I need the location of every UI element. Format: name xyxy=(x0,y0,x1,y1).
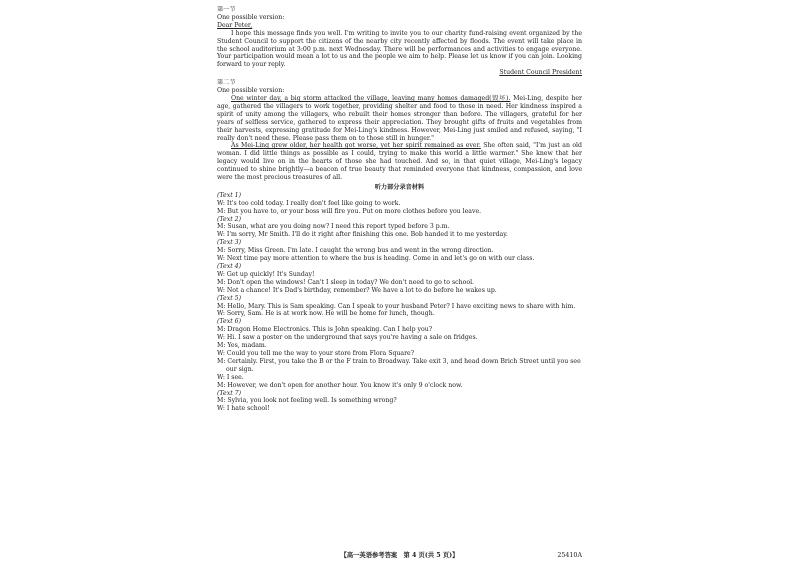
transcript-line: W: I hate school! xyxy=(217,405,270,413)
letter-greeting: Dear Peter, xyxy=(217,21,253,29)
transcript-line: M: Certainly. First, you take the B or the F train to Broadway. Take exit 3, and head down Brich Street until you see our sign. xyxy=(217,357,581,373)
transcript-line: W: Get up quickly! It's Sunday! xyxy=(217,270,315,278)
transcript-text-label: (Text 6) xyxy=(217,318,242,326)
transcript-line: M: Hello, Mary. This is Sam speaking. Can I speak to your husband Peter? I have exciting news to share with him. xyxy=(217,302,576,310)
section2-heading: 第二节 xyxy=(217,79,236,87)
story-p2-opening: As Mei-Ling grew older, her health got worse, yet her spirit remained as ever. xyxy=(231,142,481,150)
story-p2-body: She often said, "I'm just an old woman. I did little things as possible as I could, trying to make this world a little warmer." She knew that her legacy would live on in the hearts of those she had touched. And so, in that quiet village, Mei-Ling's legacy continued to shine brightly—a beacon of true beauty that reminded everyone that kindness, compassion, and love were the most precious treasures of all. xyxy=(217,142,582,182)
transcript-line: W: Sorry, Sam. He is at work now. He will be home for lunch, though. xyxy=(217,310,435,318)
transcript-line: W: Next time pay more attention to where the bus is heading. Come in and let's go on with our class. xyxy=(217,255,535,263)
transcript-line: W: I'm sorry, Mr Smith. I'll do it right after finishing this one. Bob handed it to me yesterday. xyxy=(217,231,508,239)
letter-paragraph: I hope this message finds you well. I'm writing to invite you to our charity fund-raising event organized by the Student Council to support the citizens of the nearby city recently affected by floods. The event will take place in the school auditorium at 3:00 p.m. next Wednesday. There will be performances and activities to engage everyone. Your participation would mean a lot to us and the people we aim to help. Please let us know if you can join. Looking forward to your reply. xyxy=(217,29,582,69)
footer-page-info: 【高一英语参考答案 第 4 页(共 5 页)】 xyxy=(340,552,459,559)
section2-version: One possible version: xyxy=(217,87,285,95)
story-paragraph-1 xyxy=(217,95,582,142)
transcript-line: M: Yes, madam. xyxy=(217,342,267,350)
transcript-text-label: (Text 7) xyxy=(217,389,242,397)
transcript-line: M: Sorry, Miss Green. I'm late. I caught the wrong bus and went in the wrong direction. xyxy=(217,247,494,255)
transcript-line: W: Hi. I saw a poster on the underground that says you're having a sale on fridges. xyxy=(217,334,478,342)
transcript-line: M: Dragon Home Electronics. This is John speaking. Can I help you? xyxy=(217,326,433,334)
transcript-text-label: (Text 2) xyxy=(217,215,242,223)
section1-version: One possible version: xyxy=(217,13,285,21)
story-paragraph-2 xyxy=(217,142,582,182)
transcript-line: W: Not a chance! It's Dad's birthday, remember? We have a lot to do before he wakes up. xyxy=(217,286,497,294)
transcript-text-label: (Text 5) xyxy=(217,294,242,302)
transcript-line: M: However, we don't open for another hour. You know it's only 9 o'clock now. xyxy=(217,381,463,389)
listening-title: 听力部分录音材料 xyxy=(374,183,425,191)
transcript-line: M: Don't open the windows! Can't I sleep in today? We don't need to go to school. xyxy=(217,278,475,286)
story-p1-opening: One winter day, a big storm attacked the village, leaving many homes damaged(毁坏). xyxy=(231,94,511,102)
footer-code: 25410A xyxy=(557,552,582,559)
section1-heading: 第一节 xyxy=(217,6,236,13)
transcript-line: W: Could you tell me the way to your store from Flora Square? xyxy=(217,349,415,357)
transcript-line: M: But you have to, or your boss will fire you. Put on more clothes before you leave. xyxy=(217,207,482,215)
story-p1-body: Mei-Ling, despite her age, gathered the villagers to work together, providing shelter and food to those in need. Her kindness inspired a spirit of unity among the villagers, who rebuilt their homes stronger than before. The villagers, grateful for her years of selfless service, gathered to express their appreciation. They brought gifts of fruits and vegetables from their harvests, expressing gratitude for Mei-Ling's kindness. However, Mei-Ling just smiled and refused, saying, "I really don't need these. Please pass them on to those still in hunger." xyxy=(217,94,582,142)
transcript-line: W: I see. xyxy=(217,373,244,381)
page-footer xyxy=(217,552,582,562)
letter-signature: Student Council President xyxy=(499,69,582,77)
letter-body xyxy=(217,30,582,70)
answer-page xyxy=(217,6,582,562)
transcript-text-label: (Text 3) xyxy=(217,239,242,247)
transcript-line: M: Susan, what are you doing now? I need this report typed before 3 p.m. xyxy=(217,223,450,231)
transcript-text-label: (Text 4) xyxy=(217,263,242,270)
transcript-line: M: Sylvia, you look not feeling well. Is something wrong? xyxy=(217,397,397,405)
transcript-line: W: It's too cold today. I really don't feel like going to work. xyxy=(217,199,401,207)
transcript-text-label: (Text 1) xyxy=(217,191,242,199)
listening-transcript xyxy=(217,192,582,413)
